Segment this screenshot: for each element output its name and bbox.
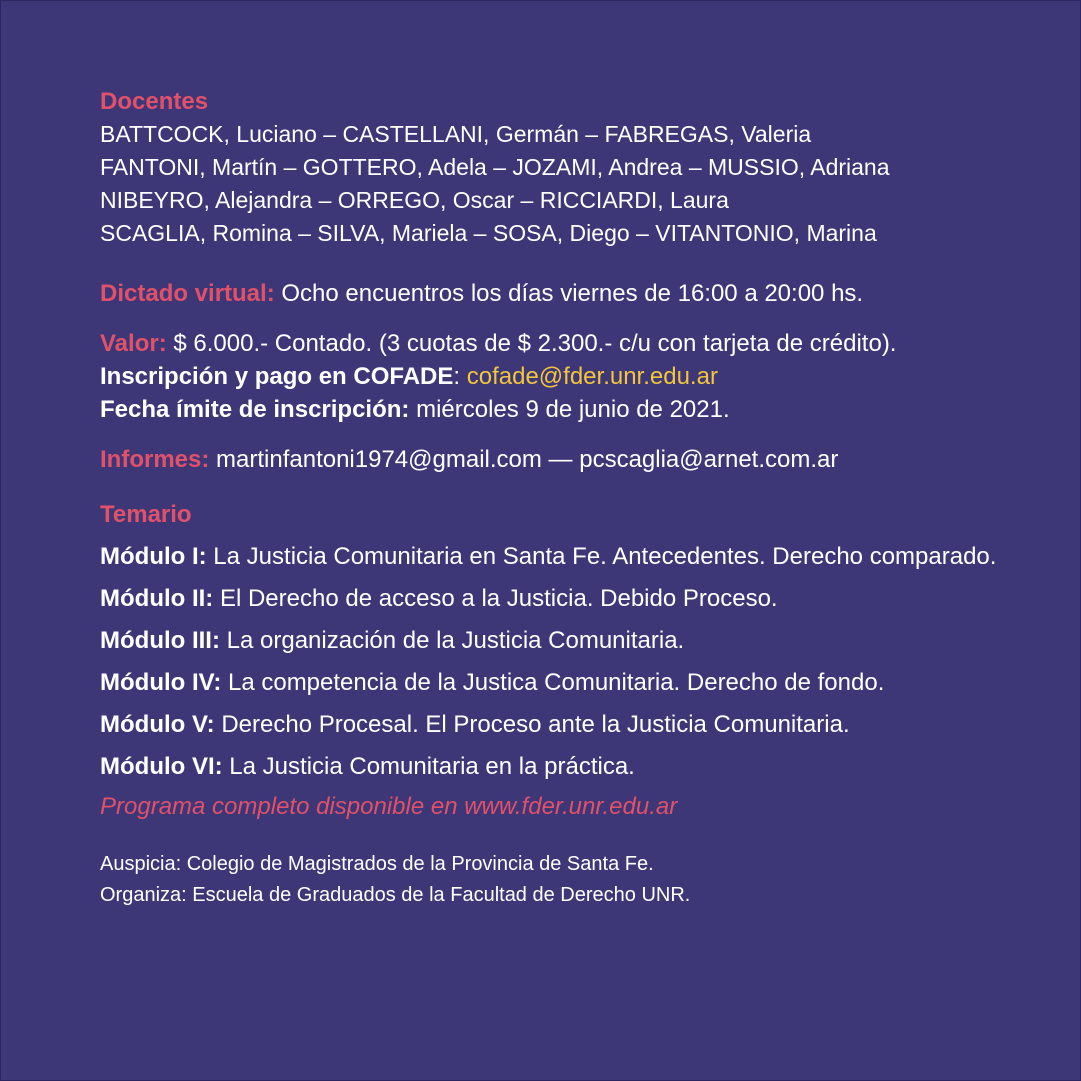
module-label: Módulo V: xyxy=(100,711,215,738)
module-item xyxy=(100,750,1000,783)
module-item xyxy=(100,624,1000,657)
fecha-limite-text: miércoles 9 de junio de 2021. xyxy=(409,396,730,423)
auspicia-line xyxy=(100,849,1000,880)
module-text: La Justicia Comunitaria en la práctica. xyxy=(222,753,635,780)
module-label: Módulo I: xyxy=(100,543,207,570)
footer-credits xyxy=(100,849,1000,911)
programa-link[interactable]: Programa completo disponible en www.fder.unr.edu.ar xyxy=(100,793,678,820)
dictado-label: Dictado virtual: xyxy=(100,280,275,307)
module-label: Módulo VI: xyxy=(100,753,223,780)
module-text: La Justicia Comunitaria en Santa Fe. Antecedentes. Derecho comparado. xyxy=(206,543,997,570)
temario-section xyxy=(100,498,1000,823)
docentes-line: SCAGLIA, Romina – SILVA, Mariela – SOSA, Diego – VITANTONIO, Marina xyxy=(100,220,877,246)
docentes-line: BATTCOCK, Luciano – CASTELLANI, Germán – FABREGAS, Valeria xyxy=(100,121,812,147)
auspicia-text: Colegio de Magistrados de la Provincia de Santa Fe. xyxy=(181,853,654,875)
docentes-line: FANTONI, Martín – GOTTERO, Adela – JOZAMI, Andrea – MUSSIO, Adriana xyxy=(100,154,890,180)
organiza-line xyxy=(100,880,1000,911)
module-text: Derecho Procesal. El Proceso ante la Justicia Comunitaria. xyxy=(214,711,850,738)
inscripcion-separator: : xyxy=(453,363,467,390)
module-label: Módulo III: xyxy=(100,627,220,654)
module-item xyxy=(100,582,1000,615)
dictado-virtual xyxy=(100,277,1000,310)
dictado-text: Ocho encuentros los días viernes de 16:00 a 20:00 hs. xyxy=(274,280,864,307)
module-text: La competencia de la Justica Comunitaria. Derecho de fondo. xyxy=(221,669,885,696)
module-text: La organización de la Justicia Comunitaria. xyxy=(219,627,685,654)
module-item xyxy=(100,540,1000,573)
auspicia-label: Auspicia: xyxy=(100,853,182,875)
valor-label: Valor: xyxy=(100,330,167,357)
flyer-content xyxy=(100,85,1000,911)
informes-label: Informes: xyxy=(100,446,210,473)
module-label: Módulo IV: xyxy=(100,669,222,696)
module-text: El Derecho de acceso a la Justicia. Debido Proceso. xyxy=(213,585,778,612)
docentes-line: NIBEYRO, Alejandra – ORREGO, Oscar – RICCIARDI, Laura xyxy=(100,187,729,213)
informes xyxy=(100,443,1000,476)
inscripcion-label: Inscripción y pago en COFADE xyxy=(100,363,454,390)
organiza-label: Organiza: xyxy=(100,884,187,906)
docentes-section xyxy=(100,85,1000,250)
valor-text: $ 6.000.- Contado. (3 cuotas de $ 2.300.- c/u con tarjeta de crédito). xyxy=(166,330,897,357)
module-label: Módulo II: xyxy=(100,585,214,612)
docentes-heading: Docentes xyxy=(100,88,209,115)
valor-paragraph xyxy=(100,327,1000,426)
fecha-limite-label: Fecha ímite de inscripción: xyxy=(100,396,410,423)
informes-emails[interactable]: martinfantoni1974@gmail.com — pcscaglia@arnet.com.ar xyxy=(209,446,839,473)
temario-heading: Temario xyxy=(100,501,192,528)
organiza-text: Escuela de Graduados de la Facultad de Derecho UNR. xyxy=(186,884,691,906)
cofade-email-link[interactable]: cofade@fder.unr.edu.ar xyxy=(466,363,718,390)
module-item xyxy=(100,666,1000,699)
module-item xyxy=(100,708,1000,741)
